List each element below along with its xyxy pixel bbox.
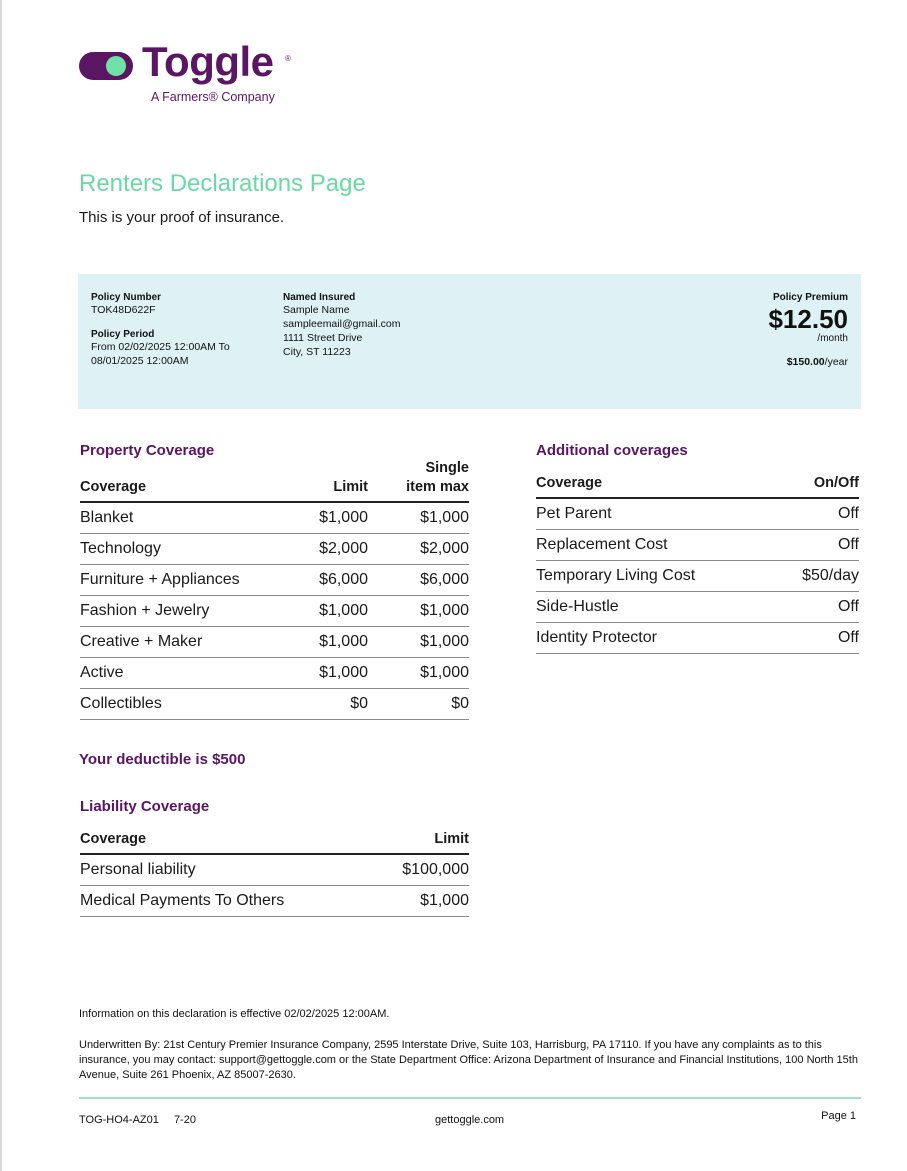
coverage-single-max: $6,000 <box>368 565 469 596</box>
logo-tagline: A Farmers® Company <box>151 90 275 104</box>
policy-period-label: Policy Period <box>91 329 155 340</box>
coverage-single-max: $1,000 <box>368 596 469 627</box>
table-header-row <box>536 474 859 498</box>
premium-label: Policy Premium <box>772 292 848 303</box>
coverage-name: Fashion + Jewelry <box>80 596 280 627</box>
premium-yearly-line <box>768 356 848 368</box>
coverage-name: Collectibles <box>80 689 280 720</box>
policy-period-end: 08/01/2025 12:00AM <box>91 355 189 367</box>
policy-period-start: From 02/02/2025 12:00AM To <box>91 341 230 353</box>
coverage-limit: $2,000 <box>280 534 368 565</box>
coverage-single-max: $2,000 <box>368 534 469 565</box>
col-limit-label: Limit <box>333 479 368 495</box>
col-limit: Limit <box>340 830 469 854</box>
form-code-date: 7-20 <box>173 1114 196 1126</box>
insured-email: sampleemail@gmail.com <box>283 318 401 330</box>
table-row <box>536 530 859 561</box>
liability-coverage-table <box>80 830 469 917</box>
table-row <box>80 854 469 886</box>
coverage-limit: $1,000 <box>280 627 368 658</box>
premium-yearly: $150.00 <box>786 356 825 368</box>
page-subtitle: This is your proof of insurance. <box>79 209 285 226</box>
website-url: gettoggle.com <box>435 1114 505 1126</box>
coverage-single-max: $1,000 <box>368 627 469 658</box>
insured-city: City, ST 11223 <box>283 346 351 358</box>
table-row <box>80 596 469 627</box>
col-limit <box>280 459 368 502</box>
additional-coverages-table <box>536 474 859 654</box>
additional-coverages-heading: Additional coverages <box>536 442 688 459</box>
coverage-limit: $1,000 <box>340 886 469 917</box>
coverage-status: Off <box>759 498 859 530</box>
premium-yearly-unit: /year <box>824 356 848 368</box>
coverage-limit: $100,000 <box>340 854 469 886</box>
coverage-name: Furniture + Appliances <box>80 565 280 596</box>
insured-name: Sample Name <box>283 304 350 316</box>
footer-divider <box>79 1097 861 1099</box>
policy-number: TOK48D622F <box>91 304 156 316</box>
coverage-name: Temporary Living Cost <box>536 561 759 592</box>
coverage-name: Medical Payments To Others <box>80 886 340 917</box>
col-coverage: Coverage <box>536 474 759 498</box>
coverage-name: Creative + Maker <box>80 627 280 658</box>
coverage-name: Personal liability <box>80 854 340 886</box>
coverage-name: Identity Protector <box>536 623 759 654</box>
property-coverage-table <box>80 459 469 720</box>
property-coverage-heading: Property Coverage <box>80 442 215 459</box>
page-title: Renters Declarations Page <box>79 170 366 197</box>
policy-premium <box>768 292 848 368</box>
form-code-id: TOG-HO4-AZ01 <box>79 1114 159 1126</box>
policy-number-label: Policy Number <box>91 292 162 303</box>
coverage-status: Off <box>759 592 859 623</box>
table-row <box>80 627 469 658</box>
toggle-knob <box>106 56 126 76</box>
coverage-single-max: $0 <box>368 689 469 720</box>
premium-monthly: $12.50 <box>768 304 848 334</box>
liability-coverage-heading: Liability Coverage <box>80 798 210 815</box>
coverage-status: Off <box>759 623 859 654</box>
deductible-text: Your deductible is $500 <box>79 751 246 768</box>
table-row <box>536 623 859 654</box>
effective-date-note: Information on this declaration is effective 02/02/2025 12:00AM. <box>79 1008 390 1020</box>
form-code <box>79 1114 196 1126</box>
table-header-row <box>80 830 469 854</box>
coverage-limit: $1,000 <box>280 596 368 627</box>
coverage-single-max: $1,000 <box>368 502 469 534</box>
table-row <box>80 689 469 720</box>
premium-monthly-unit: /month <box>817 333 848 344</box>
col-single-line2: item max <box>406 479 469 495</box>
coverage-status: $50/day <box>759 561 859 592</box>
col-coverage: Coverage <box>80 459 280 502</box>
table-row <box>80 886 469 917</box>
insured-street: 1111 Street Drive <box>283 332 363 344</box>
logo-wordmark: Toggle <box>142 38 274 85</box>
col-coverage: Coverage <box>80 830 340 854</box>
coverage-limit: $6,000 <box>280 565 368 596</box>
coverage-limit: $1,000 <box>280 502 368 534</box>
coverage-name: Active <box>80 658 280 689</box>
toggle-switch-icon <box>79 52 133 80</box>
coverage-name: Replacement Cost <box>536 530 759 561</box>
coverage-name: Pet Parent <box>536 498 759 530</box>
col-single-line1: Single <box>425 460 469 476</box>
table-row <box>80 658 469 689</box>
named-insured-label: Named Insured <box>283 292 356 303</box>
named-insured <box>283 292 483 359</box>
table-row <box>80 502 469 534</box>
page-number: Page 1 <box>821 1110 856 1122</box>
coverage-name: Side-Hustle <box>536 592 759 623</box>
table-row <box>536 498 859 530</box>
coverage-name: Blanket <box>80 502 280 534</box>
col-single-item-max <box>368 459 469 502</box>
table-row <box>80 565 469 596</box>
page-edge <box>0 0 2 1171</box>
toggle-logo <box>79 38 319 108</box>
coverage-limit: $1,000 <box>280 658 368 689</box>
coverage-status: Off <box>759 530 859 561</box>
table-row <box>536 592 859 623</box>
underwriter-disclosure: Underwritten By: 21st Century Premier Insurance Company, 2595 Interstate Drive, Suite 103, Harrisburg, PA 17110. If you have any complaints as to this insurance, you may contact: support@gettoggle.com or the State Department Office: Arizona Department of Insurance and Financial Institutions, 100 North 15th Avenue, Suite 261 Phoenix, AZ 85007-2630. <box>79 1039 858 1081</box>
coverage-name: Technology <box>80 534 280 565</box>
policy-summary <box>78 274 861 409</box>
coverage-limit: $0 <box>280 689 368 720</box>
coverage-single-max: $1,000 <box>368 658 469 689</box>
table-row <box>536 561 859 592</box>
table-header-row <box>80 459 469 502</box>
col-on-off: On/Off <box>759 474 859 498</box>
registered-mark: ® <box>285 54 291 63</box>
table-row <box>80 534 469 565</box>
policy-info <box>91 292 271 368</box>
